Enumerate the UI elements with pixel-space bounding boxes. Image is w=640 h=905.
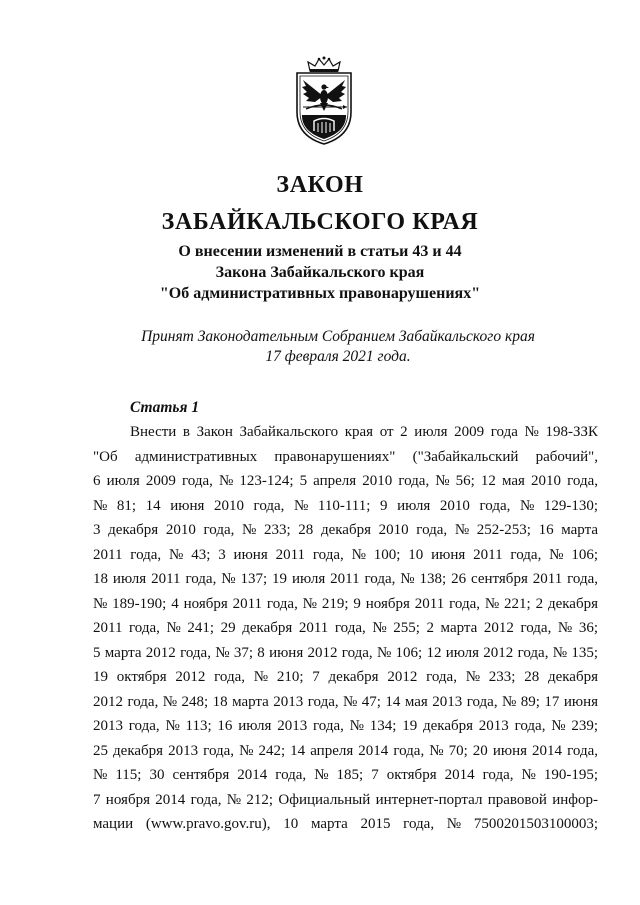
article-text-line: мации (www.pravo.gov.ru), 10 марта 2015 года, № 7500201503100003; [93,816,598,832]
article-text-line: 18 июля 2011 года, № 137; 19 июля 2011 года, № 138; 26 сентября 2011 года, [93,571,598,587]
adoption-line: Принят Законодательным Собранием Забайкальского края [141,328,535,345]
article-text-line: 25 декабря 2013 года, № 242; 14 апреля 2014 года, № 70; 20 июня 2014 года, [93,742,598,759]
article-text-line: "Об административных правонарушениях" ("Забайкальский рабочий", [93,448,598,465]
subtitle-line: Закона Забайкальского края [215,264,425,281]
article-text-line: 3 декабря 2010 года, № 233; 28 декабря 2010 года, № 252-253; 16 марта [93,522,598,538]
article-text-line: 19 октября 2012 года, № 210; 7 декабря 2012 года, № 233; 28 декабря [93,669,598,685]
subtitle-line: "Об административных правонарушениях" [159,285,481,302]
article-text-line: № 115; 30 сентября 2014 года, № 185; 7 октября 2014 года, № 190-195; [93,767,598,783]
article-text-line: 2013 года, № 113; 16 июля 2013 года, № 134; 19 декабря 2013 года, № 239; [93,718,598,734]
article-text-line: 2011 года, № 43; 3 июня 2011 года, № 100; 10 июня 2011 года, № 106; [93,546,598,563]
document-subtitle [20,241,620,304]
article-heading: Статья 1 [130,399,200,416]
adoption-note [38,327,638,367]
article-text-line: 5 марта 2012 года, № 37; 8 июня 2012 года, № 106; 12 июля 2012 года, № 135; [93,644,598,661]
article-text-line: Внести в Закон Забайкальского края от 2 июля 2009 года № 198-ЗЗК [130,424,598,440]
article-text-line: 2012 года, № 248; 18 марта 2013 года, № 47; 14 мая 2013 года, № 89; 17 июня [93,693,598,710]
article-text-line: 7 ноября 2014 года, № 212; Официальный интернет-портал правовой инфор- [93,791,598,808]
article-text-line: 6 июля 2009 года, № 123-124; 5 апреля 2010 года, № 56; 12 мая 2010 года, [93,473,598,489]
article-text-line: № 81; 14 июня 2010 года, № 110-111; 9 июля 2010 года, № 129-130; [93,497,598,514]
article-body [93,420,598,837]
article-text-line: 2011 года, № 241; 29 декабря 2011 года, № 255; 2 марта 2012 года, № 36; [93,620,598,636]
document-title: ЗАКОН [276,172,364,198]
subtitle-line: О внесении изменений в статьи 43 и 44 [178,243,462,260]
article-text-line: № 189-190; 4 ноября 2011 года, № 219; 9 ноября 2011 года, № 221; 2 декабря [93,595,598,612]
document-region: ЗАБАЙКАЛЬСКОГО КРАЯ [161,209,479,235]
adoption-date: 17 февраля 2021 года. [265,348,411,365]
coat-of-arms-icon [293,56,355,146]
